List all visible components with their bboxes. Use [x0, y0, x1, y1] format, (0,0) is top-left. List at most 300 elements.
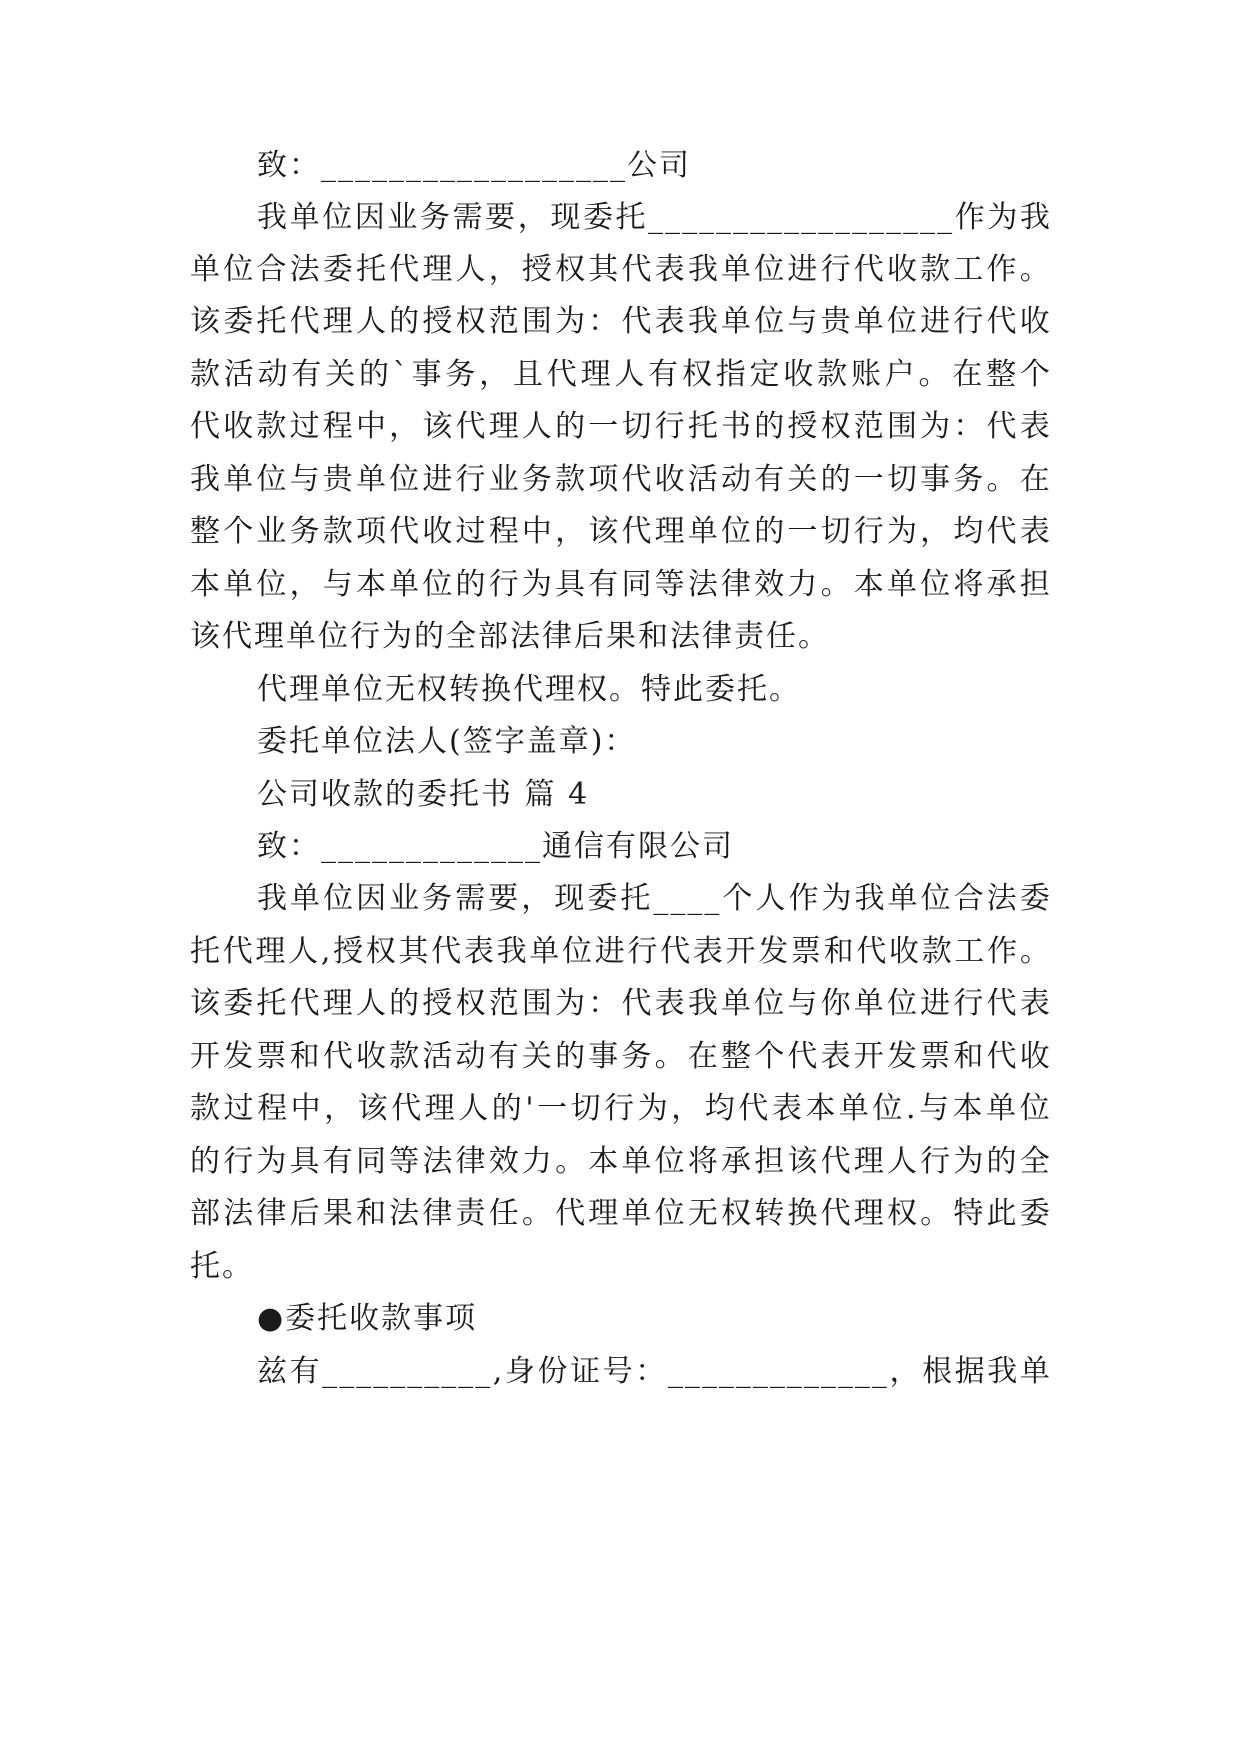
text-run: 有: [754, 462, 787, 497]
text-run: 开: [190, 1039, 222, 1074]
text-run: 部: [190, 1196, 222, 1231]
text-run: 为: [637, 1091, 670, 1126]
text-run: 行: [853, 514, 886, 549]
text-run: 。: [1019, 934, 1052, 969]
text-run: 位: [721, 514, 753, 549]
text-run: 位: [754, 252, 787, 287]
body-line: [190, 460, 1052, 500]
text-run: ,: [320, 934, 333, 969]
text-run: 款: [256, 409, 289, 444]
text-run: 代: [621, 304, 654, 339]
text-run: 款: [190, 357, 222, 392]
text-run: 我: [687, 304, 720, 339]
text-run: 人: [521, 409, 554, 444]
text-run: 托: [256, 986, 289, 1021]
text-run: 活: [422, 1039, 455, 1074]
text-run: 的: [389, 304, 422, 339]
text-run: 该: [422, 409, 455, 444]
text-run: 法: [389, 1196, 422, 1231]
text-run: 工: [953, 252, 986, 287]
text-run: 律: [721, 567, 753, 602]
text-run: 理: [588, 1196, 621, 1231]
text-run: 发: [886, 1039, 919, 1074]
body-line: 该代理单位行为的全部法律后果和法律责任。: [190, 619, 830, 654]
text-run: 需: [455, 881, 488, 916]
text-run: 切: [570, 1091, 603, 1126]
text-run: 务: [419, 200, 452, 235]
text-run: 承: [721, 1144, 753, 1179]
text-run: 单: [887, 881, 920, 916]
text-run: 务: [953, 462, 986, 497]
text-run: 表: [820, 1039, 853, 1074]
text-run: 理: [255, 934, 288, 969]
text-run: 范: [853, 409, 886, 444]
text-run: 理: [322, 304, 355, 339]
text-run: 的: [491, 1091, 524, 1126]
text-run: ，: [488, 252, 521, 287]
text-run: 均: [704, 1091, 737, 1126]
text-run: 务: [289, 514, 322, 549]
text-run: 的: [455, 567, 488, 602]
text-run: 有: [289, 1354, 322, 1389]
text-run: 有: [648, 357, 681, 392]
text-run: 作: [987, 934, 1020, 969]
text-run: 一: [588, 409, 621, 444]
text-run: 要: [488, 881, 521, 916]
text-run: 授: [422, 304, 455, 339]
text-run: .: [905, 1091, 918, 1126]
text-run: 单: [529, 934, 562, 969]
text-run: 代: [190, 409, 222, 444]
text-run: 转: [754, 1196, 787, 1231]
text-run: _____________: [667, 1354, 889, 1389]
text-run: 代: [986, 304, 1019, 339]
text-run: 该: [190, 986, 222, 1021]
text-run: 一: [853, 462, 886, 497]
text-run: 作: [788, 881, 821, 916]
text-run: 权: [455, 304, 488, 339]
text-run: 代: [222, 934, 255, 969]
text-run: 。: [820, 567, 853, 602]
text-run: 切: [621, 409, 654, 444]
text-run: 。: [918, 357, 951, 392]
text-run: 委: [1019, 1196, 1052, 1231]
text-run: 我: [496, 934, 529, 969]
text-run: 为: [256, 1144, 289, 1179]
text-run: 范: [488, 986, 521, 1021]
text-run: 单: [389, 567, 422, 602]
text-run: 我: [1019, 200, 1052, 235]
text-run: ，: [671, 1091, 704, 1126]
text-run: 本: [588, 1144, 621, 1179]
text-run: 为: [555, 986, 588, 1021]
text-run: ：: [953, 409, 986, 444]
text-run: 代: [555, 1196, 588, 1231]
text-run: 表: [692, 934, 725, 969]
text-run: 权: [886, 1196, 919, 1231]
text-run: 位: [872, 1091, 905, 1126]
text-run: 法: [289, 252, 322, 287]
text-run: 人: [355, 986, 388, 1021]
text-run: 现: [554, 881, 587, 916]
text-run: 行: [455, 462, 488, 497]
text-run: 行: [953, 986, 986, 1021]
text-run: 本: [355, 567, 388, 602]
body-line: [190, 984, 1052, 1024]
text-run: 其: [398, 934, 431, 969]
text-run: 活: [687, 462, 720, 497]
text-run: 切: [886, 462, 919, 497]
text-run: 权: [820, 409, 853, 444]
text-run: 表: [654, 252, 687, 287]
text-run: 位: [561, 934, 594, 969]
text-run: 围: [521, 986, 554, 1021]
text-run: `: [392, 357, 410, 392]
text-run: 其: [588, 252, 621, 287]
body-line: [190, 1037, 1052, 1077]
text-run: 具: [555, 567, 588, 602]
text-run: 人: [455, 252, 488, 287]
text-run: 单: [721, 252, 753, 287]
text-run: 行: [488, 567, 521, 602]
text-run: 务: [445, 357, 478, 392]
text-run: 位: [422, 567, 455, 602]
text-run: 要: [485, 200, 518, 235]
text-run: 个: [223, 514, 256, 549]
text-run: ，: [479, 357, 512, 392]
text-run: 代: [986, 1039, 1019, 1074]
text-run: 任: [488, 1196, 521, 1231]
text-run: 理: [424, 1091, 457, 1126]
text-run: 我: [257, 881, 289, 916]
text-run: 行: [920, 1144, 953, 1179]
text-run: 因: [356, 881, 389, 916]
text-run: 票: [256, 1039, 289, 1074]
text-run: 进: [422, 462, 455, 497]
text-run: 全: [1019, 1144, 1052, 1179]
text-run: 作: [986, 252, 1019, 287]
text-run: 进: [920, 986, 953, 1021]
text-run: 为: [953, 1144, 986, 1179]
text-run: 与: [322, 567, 355, 602]
text-run: 收: [1019, 304, 1052, 339]
text-run: 律: [422, 1196, 455, 1231]
text-run: 且: [512, 357, 545, 392]
text-run: 的: [555, 1039, 588, 1074]
text-run: 委: [587, 881, 620, 916]
text-run: 票: [920, 1039, 953, 1074]
text-run: 。: [555, 1144, 588, 1179]
text-run: 表: [771, 1091, 804, 1126]
text-run: 账: [850, 357, 883, 392]
text-run: 单: [355, 462, 388, 497]
text-run: 收: [223, 409, 256, 444]
text-run: ，: [889, 1354, 922, 1389]
text-run: 单: [986, 1091, 1019, 1126]
text-run: 的: [820, 462, 853, 497]
text-run: 合: [953, 881, 986, 916]
text-run: __________________: [648, 200, 955, 235]
text-run: 权: [721, 1196, 753, 1231]
text-run: 一: [537, 1091, 570, 1126]
text-run: 等: [654, 567, 687, 602]
text-run: 表: [463, 934, 496, 969]
text-run: 位: [654, 1144, 687, 1179]
text-run: 合: [256, 252, 289, 287]
text-run: 将: [953, 567, 986, 602]
text-run: 有: [322, 1144, 355, 1179]
text-run: 关: [325, 357, 358, 392]
text-run: 位: [256, 567, 289, 602]
text-run: 力: [521, 1144, 554, 1179]
text-run: 法: [986, 881, 1019, 916]
text-run: 位: [389, 462, 422, 497]
text-run: 换: [787, 1196, 820, 1231]
text-run: 的: [986, 1144, 1019, 1179]
text-run: 行: [953, 304, 986, 339]
text-run: 。: [986, 462, 1019, 497]
text-run: 位: [323, 881, 356, 916]
text-run: 授: [422, 986, 455, 1021]
text-run: 该: [190, 304, 222, 339]
text-run: 代: [391, 1091, 424, 1126]
text-run: 程: [322, 409, 355, 444]
text-run: 此: [986, 1196, 1019, 1231]
text-run: 收: [422, 514, 455, 549]
text-run: 人: [288, 934, 321, 969]
text-run: 。: [654, 1039, 687, 1074]
text-run: 款: [921, 934, 954, 969]
text-run: 我: [854, 881, 887, 916]
text-run: 为: [886, 514, 919, 549]
body-line: [190, 512, 1052, 552]
text-run: 书: [721, 409, 753, 444]
text-run: 款: [817, 357, 850, 392]
text-run: 的: [190, 1144, 222, 1179]
text-run: 表: [1019, 986, 1052, 1021]
text-run: 我: [987, 1354, 1020, 1389]
text-run: 收: [889, 934, 922, 969]
text-run: 整: [190, 514, 222, 549]
text-run: 承: [986, 567, 1019, 602]
text-run: 程: [257, 1091, 290, 1126]
text-run: 效: [488, 1144, 521, 1179]
text-run: 和: [953, 1039, 986, 1074]
signature-line: 委托单位法人(签字盖章)：: [257, 724, 637, 759]
text-run: 为: [987, 200, 1020, 235]
text-run: 后: [289, 1196, 322, 1231]
body-line: [190, 565, 1052, 605]
text-run: 的: [389, 986, 422, 1021]
text-run: 托: [615, 200, 648, 235]
text-run: 代: [787, 1039, 820, 1074]
body-line: [190, 1194, 1052, 1234]
text-run: 。: [1019, 252, 1052, 287]
text-run: 事: [411, 357, 444, 392]
text-run: 理: [853, 1196, 886, 1231]
salutation-4: 致：_____________通信有限公司: [257, 829, 734, 864]
text-run: 责: [455, 1196, 488, 1231]
text-run: 授: [521, 252, 554, 287]
text-run: 我: [687, 252, 720, 287]
text-run: 代: [986, 514, 1019, 549]
text-run: ____: [653, 881, 722, 916]
text-run: 单: [290, 881, 323, 916]
text-run: 代: [820, 1144, 853, 1179]
salutation-3: 致：__________________公司: [257, 148, 691, 183]
text-run: 单: [621, 1144, 654, 1179]
text-run: 位: [256, 462, 289, 497]
text-run: 权: [365, 934, 398, 969]
text-run: 委: [582, 200, 615, 235]
text-run: 权: [681, 357, 714, 392]
text-run: 的: [754, 409, 787, 444]
text-run: 款: [389, 1039, 422, 1074]
bullet-heading: ●委托收款事项: [257, 1301, 478, 1336]
text-run: 律: [256, 1196, 289, 1231]
text-run: 关: [521, 1039, 554, 1074]
text-run: 单: [289, 200, 322, 235]
text-run: 工: [954, 934, 987, 969]
text-run: 进: [594, 934, 627, 969]
text-run: 证: [570, 1354, 603, 1389]
text-run: 款: [555, 462, 588, 497]
text-run: 的: [555, 409, 588, 444]
text-run: 收: [355, 1039, 388, 1074]
text-run: 中: [290, 1091, 323, 1126]
text-run: 单: [223, 567, 256, 602]
text-run: 需: [452, 200, 485, 235]
text-run: 务: [422, 881, 455, 916]
text-run: 为: [555, 304, 588, 339]
text-run: 同: [621, 567, 654, 602]
text-run: 动: [721, 462, 753, 497]
text-run: 你: [820, 986, 853, 1021]
text-run: 同: [355, 1144, 388, 1179]
text-run: 行: [627, 934, 660, 969]
text-run: 发: [223, 1039, 256, 1074]
text-run: 代: [431, 934, 464, 969]
text-run: 和: [823, 934, 856, 969]
text-run: 行: [654, 409, 687, 444]
text-run: 权: [555, 252, 588, 287]
text-run: 中: [355, 409, 388, 444]
text-run: 业: [488, 462, 521, 497]
text-run: 位: [223, 252, 256, 287]
text-run: 与: [787, 986, 820, 1021]
text-run: 理: [654, 514, 687, 549]
text-run: 个: [722, 881, 755, 916]
text-run: 过: [455, 514, 488, 549]
text-run: 收: [783, 357, 816, 392]
text-run: 进: [787, 252, 820, 287]
text-run: 人: [458, 1091, 491, 1126]
text-run: 该: [357, 1091, 390, 1126]
text-run: 我: [687, 986, 720, 1021]
text-run: 单: [190, 252, 222, 287]
text-run: 位: [886, 304, 919, 339]
text-run: 均: [953, 514, 986, 549]
text-run: 特: [953, 1196, 986, 1231]
text-run: 单: [223, 462, 256, 497]
text-run: 授: [787, 409, 820, 444]
text-run: 整: [721, 1039, 753, 1074]
text-run: 担: [1019, 567, 1052, 602]
text-run: 项: [588, 462, 621, 497]
text-run: 业: [256, 514, 289, 549]
text-run: 理: [422, 252, 455, 287]
text-run: 兹: [257, 1354, 289, 1389]
text-run: 行: [820, 252, 853, 287]
text-run: 业: [387, 200, 420, 235]
text-run: 和: [289, 1039, 322, 1074]
text-run: ：: [588, 304, 621, 339]
text-run: 单: [721, 986, 753, 1021]
text-run: 委: [223, 986, 256, 1021]
text-run: 代: [986, 409, 1019, 444]
text-run: 有: [291, 357, 324, 392]
text-run: 位: [322, 200, 355, 235]
text-run: 位: [1019, 1091, 1052, 1126]
text-run: ,: [492, 1354, 505, 1389]
text-run: 本: [952, 1091, 985, 1126]
text-run: 个: [1019, 357, 1052, 392]
text-run: 程: [488, 514, 521, 549]
text-run: 法: [687, 567, 720, 602]
text-run: 委: [322, 252, 355, 287]
text-run: 动: [257, 357, 290, 392]
text-run: 代: [621, 986, 654, 1021]
text-run: 委: [1019, 881, 1052, 916]
text-run: ，: [389, 409, 422, 444]
text-run: 围: [521, 304, 554, 339]
body-line: 托。: [190, 1249, 254, 1284]
text-run: 单: [721, 304, 753, 339]
text-run: 与: [787, 304, 820, 339]
text-run: ，: [517, 200, 550, 235]
text-run: 我: [257, 200, 289, 235]
text-run: 人: [755, 881, 788, 916]
text-run: 担: [754, 1144, 787, 1179]
text-run: 指: [715, 357, 748, 392]
text-run: 过: [223, 1091, 256, 1126]
text-run: 务: [621, 1039, 654, 1074]
text-run: ：: [588, 986, 621, 1021]
text-run: 位: [886, 986, 919, 1021]
text-run: 发: [758, 934, 791, 969]
text-run: 代: [738, 1091, 771, 1126]
text-run: 效: [754, 567, 787, 602]
text-run: 进: [920, 304, 953, 339]
last-line: [257, 1352, 1052, 1392]
text-run: 力: [787, 567, 820, 602]
text-run: 围: [886, 409, 919, 444]
text-run: 活: [223, 357, 256, 392]
closing-line: 代理单位无权转换代理权。特此委托。: [257, 672, 801, 707]
body-line: [257, 879, 1052, 919]
text-run: 位: [920, 567, 953, 602]
text-run: 项: [355, 514, 388, 549]
text-run: 该: [787, 1144, 820, 1179]
text-run: 表: [1019, 514, 1052, 549]
text-run: 收: [654, 462, 687, 497]
text-run: 开: [853, 1039, 886, 1074]
text-run: 行: [223, 1144, 256, 1179]
text-run: 位: [754, 304, 787, 339]
text-run: 为: [821, 881, 854, 916]
text-run: 行: [604, 1091, 637, 1126]
text-run: 代: [389, 514, 422, 549]
